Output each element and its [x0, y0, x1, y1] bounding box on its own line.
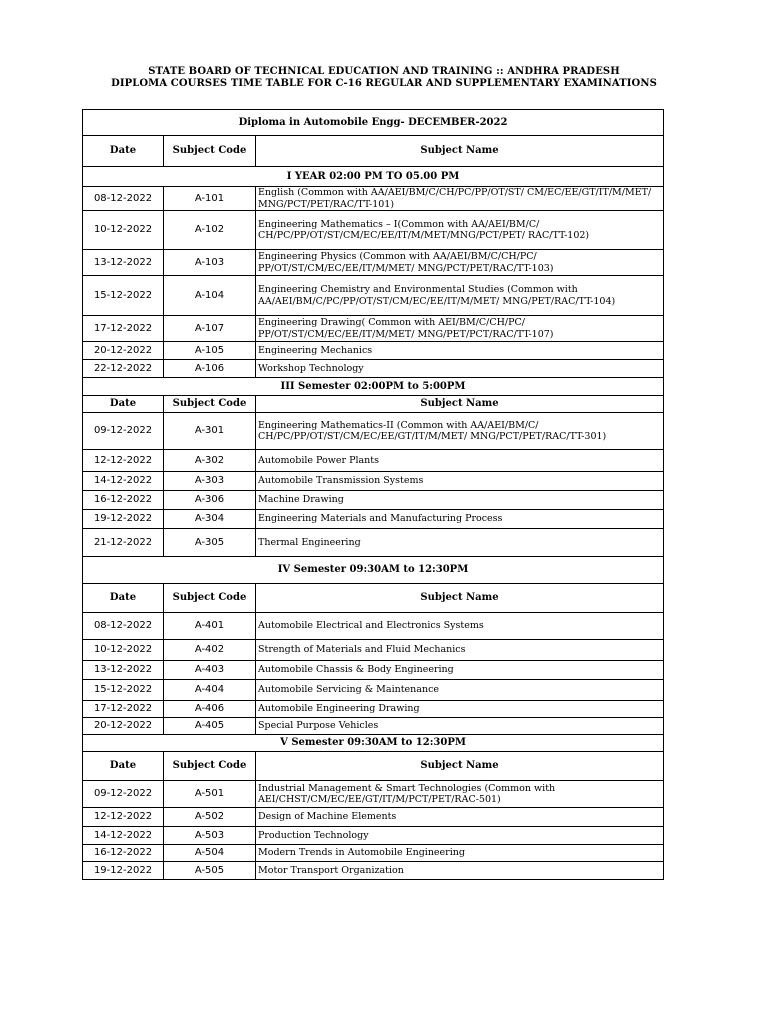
- column-header-row: [83, 136, 664, 167]
- subject-code: A-101: [164, 187, 256, 211]
- exam-date: 13-12-2022: [83, 250, 164, 276]
- subject-name: Automobile Servicing & Maintenance: [256, 680, 664, 701]
- exam-date: 12-12-2022: [83, 808, 164, 827]
- subject-code: A-505: [164, 862, 256, 880]
- subject-code: A-306: [164, 491, 256, 510]
- subject-code: A-504: [164, 845, 256, 862]
- session-title: IV Semester 09:30AM to 12:30PM: [83, 557, 664, 584]
- subject-name: Engineering Mechanics: [256, 342, 664, 360]
- exam-row: [83, 701, 664, 718]
- subject-code-header: Subject Code: [164, 584, 256, 613]
- column-header-row: [83, 752, 664, 781]
- session-title-row: [83, 167, 664, 187]
- subject-code: A-403: [164, 661, 256, 680]
- course-title-row: [83, 110, 664, 136]
- exam-date: 20-12-2022: [83, 718, 164, 735]
- exam-row: [83, 510, 664, 529]
- exam-date: 22-12-2022: [83, 360, 164, 378]
- subject-code: A-106: [164, 360, 256, 378]
- exam-row: [83, 250, 664, 276]
- date-header: Date: [83, 584, 164, 613]
- exam-date: 14-12-2022: [83, 472, 164, 491]
- exam-date: 16-12-2022: [83, 845, 164, 862]
- date-header: Date: [83, 136, 164, 167]
- exam-date: 10-12-2022: [83, 211, 164, 250]
- exam-row: [83, 491, 664, 510]
- subject-code: A-301: [164, 413, 256, 450]
- session-title: I YEAR 02:00 PM TO 05.00 PM: [83, 167, 664, 187]
- subject-code: A-104: [164, 276, 256, 316]
- subject-name-header: Subject Name: [256, 752, 664, 781]
- subject-name: Engineering Mathematics-II (Common with AA/AEI/BM/C/ CH/PC/PP/OT/ST/CM/EC/EE/GT/IT/M/MET/ MNG/PCT/PET/RAC/TT-301): [256, 413, 664, 450]
- timetable-title: DIPLOMA COURSES TIME TABLE FOR C-16 REGULAR AND SUPPLEMENTARY EXAMINATIONS: [111, 78, 657, 89]
- exam-row: [83, 316, 664, 342]
- exam-row: [83, 613, 664, 640]
- exam-row: [83, 680, 664, 701]
- subject-code-header: Subject Code: [164, 136, 256, 167]
- exam-row: [83, 661, 664, 680]
- exam-date: 17-12-2022: [83, 701, 164, 718]
- subject-name: Production Technology: [256, 827, 664, 845]
- subject-code: A-103: [164, 250, 256, 276]
- subject-code: A-501: [164, 781, 256, 808]
- subject-name: Automobile Chassis & Body Engineering: [256, 661, 664, 680]
- subject-name: Engineering Chemistry and Environmental Studies (Common with AA/AEI/BM/C/PC/PP/OT/ST/CM/EC/EE/IT/M/MET/ MNG/PET/RAC/TT-104): [256, 276, 664, 316]
- exam-date: 10-12-2022: [83, 640, 164, 661]
- subject-code-header: Subject Code: [164, 396, 256, 413]
- subject-name-header: Subject Name: [256, 136, 664, 167]
- subject-code: A-102: [164, 211, 256, 250]
- session-title: III Semester 02:00PM to 5:00PM: [83, 378, 664, 396]
- exam-row: [83, 827, 664, 845]
- exam-date: 13-12-2022: [83, 661, 164, 680]
- subject-name: Special Purpose Vehicles: [256, 718, 664, 735]
- subject-name: Automobile Power Plants: [256, 450, 664, 472]
- date-header: Date: [83, 752, 164, 781]
- column-header-row: [83, 396, 664, 413]
- subject-code: A-405: [164, 718, 256, 735]
- exam-date: 09-12-2022: [83, 413, 164, 450]
- subject-name: Engineering Materials and Manufacturing Process: [256, 510, 664, 529]
- subject-code: A-305: [164, 529, 256, 557]
- exam-date: 19-12-2022: [83, 510, 164, 529]
- subject-code: A-404: [164, 680, 256, 701]
- exam-date: 08-12-2022: [83, 187, 164, 211]
- session-title-row: [83, 557, 664, 584]
- subject-name: Engineering Physics (Common with AA/AEI/BM/C/CH/PC/ PP/OT/ST/CM/EC/EE/IT/M/MET/ MNG/PCT/PET/RAC/TT-103): [256, 250, 664, 276]
- subject-name: Thermal Engineering: [256, 529, 664, 557]
- exam-date: 17-12-2022: [83, 316, 164, 342]
- column-header-row: [83, 584, 664, 613]
- timetable-table: [82, 109, 664, 880]
- subject-name: English (Common with AA/AEI/BM/C/CH/PC/PP/OT/ST/ CM/EC/EE/GT/IT/M/MET/ MNG/PCT/PET/RAC/TT-101): [256, 187, 664, 211]
- exam-row: [83, 450, 664, 472]
- board-title: STATE BOARD OF TECHNICAL EDUCATION AND TRAINING :: ANDHRA PRADESH: [148, 66, 620, 77]
- session-title-row: [83, 735, 664, 752]
- exam-row: [83, 781, 664, 808]
- subject-code: A-303: [164, 472, 256, 491]
- exam-row: [83, 808, 664, 827]
- subject-code: A-107: [164, 316, 256, 342]
- session-title-row: [83, 378, 664, 396]
- subject-code-header: Subject Code: [164, 752, 256, 781]
- subject-name: Modern Trends in Automobile Engineering: [256, 845, 664, 862]
- exam-row: [83, 472, 664, 491]
- subject-name: Automobile Engineering Drawing: [256, 701, 664, 718]
- timetable-body: [83, 110, 664, 880]
- session-title: V Semester 09:30AM to 12:30PM: [83, 735, 664, 752]
- exam-date: 08-12-2022: [83, 613, 164, 640]
- subject-code: A-406: [164, 701, 256, 718]
- subject-name: Industrial Management & Smart Technologies (Common with AEI/CHST/CM/EC/EE/GT/IT/M/PCT/PET/RAC-501): [256, 781, 664, 808]
- exam-row: [83, 529, 664, 557]
- exam-row: [83, 342, 664, 360]
- exam-date: 20-12-2022: [83, 342, 164, 360]
- exam-date: 09-12-2022: [83, 781, 164, 808]
- subject-name: Engineering Mathematics – I(Common with AA/AEI/BM/C/ CH/PC/PP/OT/ST/CM/EC/EE/IT/M/MET/MNG/PCT/PET/ RAC/TT-102): [256, 211, 664, 250]
- exam-row: [83, 640, 664, 661]
- exam-date: 16-12-2022: [83, 491, 164, 510]
- subject-code: A-105: [164, 342, 256, 360]
- subject-code: A-401: [164, 613, 256, 640]
- date-header: Date: [83, 396, 164, 413]
- exam-row: [83, 718, 664, 735]
- exam-date: 21-12-2022: [83, 529, 164, 557]
- exam-row: [83, 276, 664, 316]
- subject-code: A-502: [164, 808, 256, 827]
- subject-name: Machine Drawing: [256, 491, 664, 510]
- subject-code: A-402: [164, 640, 256, 661]
- subject-code: A-503: [164, 827, 256, 845]
- exam-row: [83, 862, 664, 880]
- subject-name: Design of Machine Elements: [256, 808, 664, 827]
- exam-row: [83, 845, 664, 862]
- subject-name: Automobile Electrical and Electronics Systems: [256, 613, 664, 640]
- exam-date: 15-12-2022: [83, 276, 164, 316]
- subject-name: Engineering Drawing( Common with AEI/BM/C/CH/PC/ PP/OT/ST/CM/EC/EE/IT/M/MET/ MNG/PET/PCT/RAC/TT-107): [256, 316, 664, 342]
- course-title: Diploma in Automobile Engg- DECEMBER-2022: [83, 110, 664, 136]
- exam-date: 19-12-2022: [83, 862, 164, 880]
- subject-name-header: Subject Name: [256, 396, 664, 413]
- exam-row: [83, 413, 664, 450]
- exam-row: [83, 360, 664, 378]
- subject-code: A-302: [164, 450, 256, 472]
- exam-date: 15-12-2022: [83, 680, 164, 701]
- subject-name: Motor Transport Organization: [256, 862, 664, 880]
- subject-name: Strength of Materials and Fluid Mechanics: [256, 640, 664, 661]
- subject-code: A-304: [164, 510, 256, 529]
- exam-row: [83, 211, 664, 250]
- subject-name-header: Subject Name: [256, 584, 664, 613]
- exam-row: [83, 187, 664, 211]
- subject-name: Automobile Transmission Systems: [256, 472, 664, 491]
- exam-date: 12-12-2022: [83, 450, 164, 472]
- subject-name: Workshop Technology: [256, 360, 664, 378]
- exam-date: 14-12-2022: [83, 827, 164, 845]
